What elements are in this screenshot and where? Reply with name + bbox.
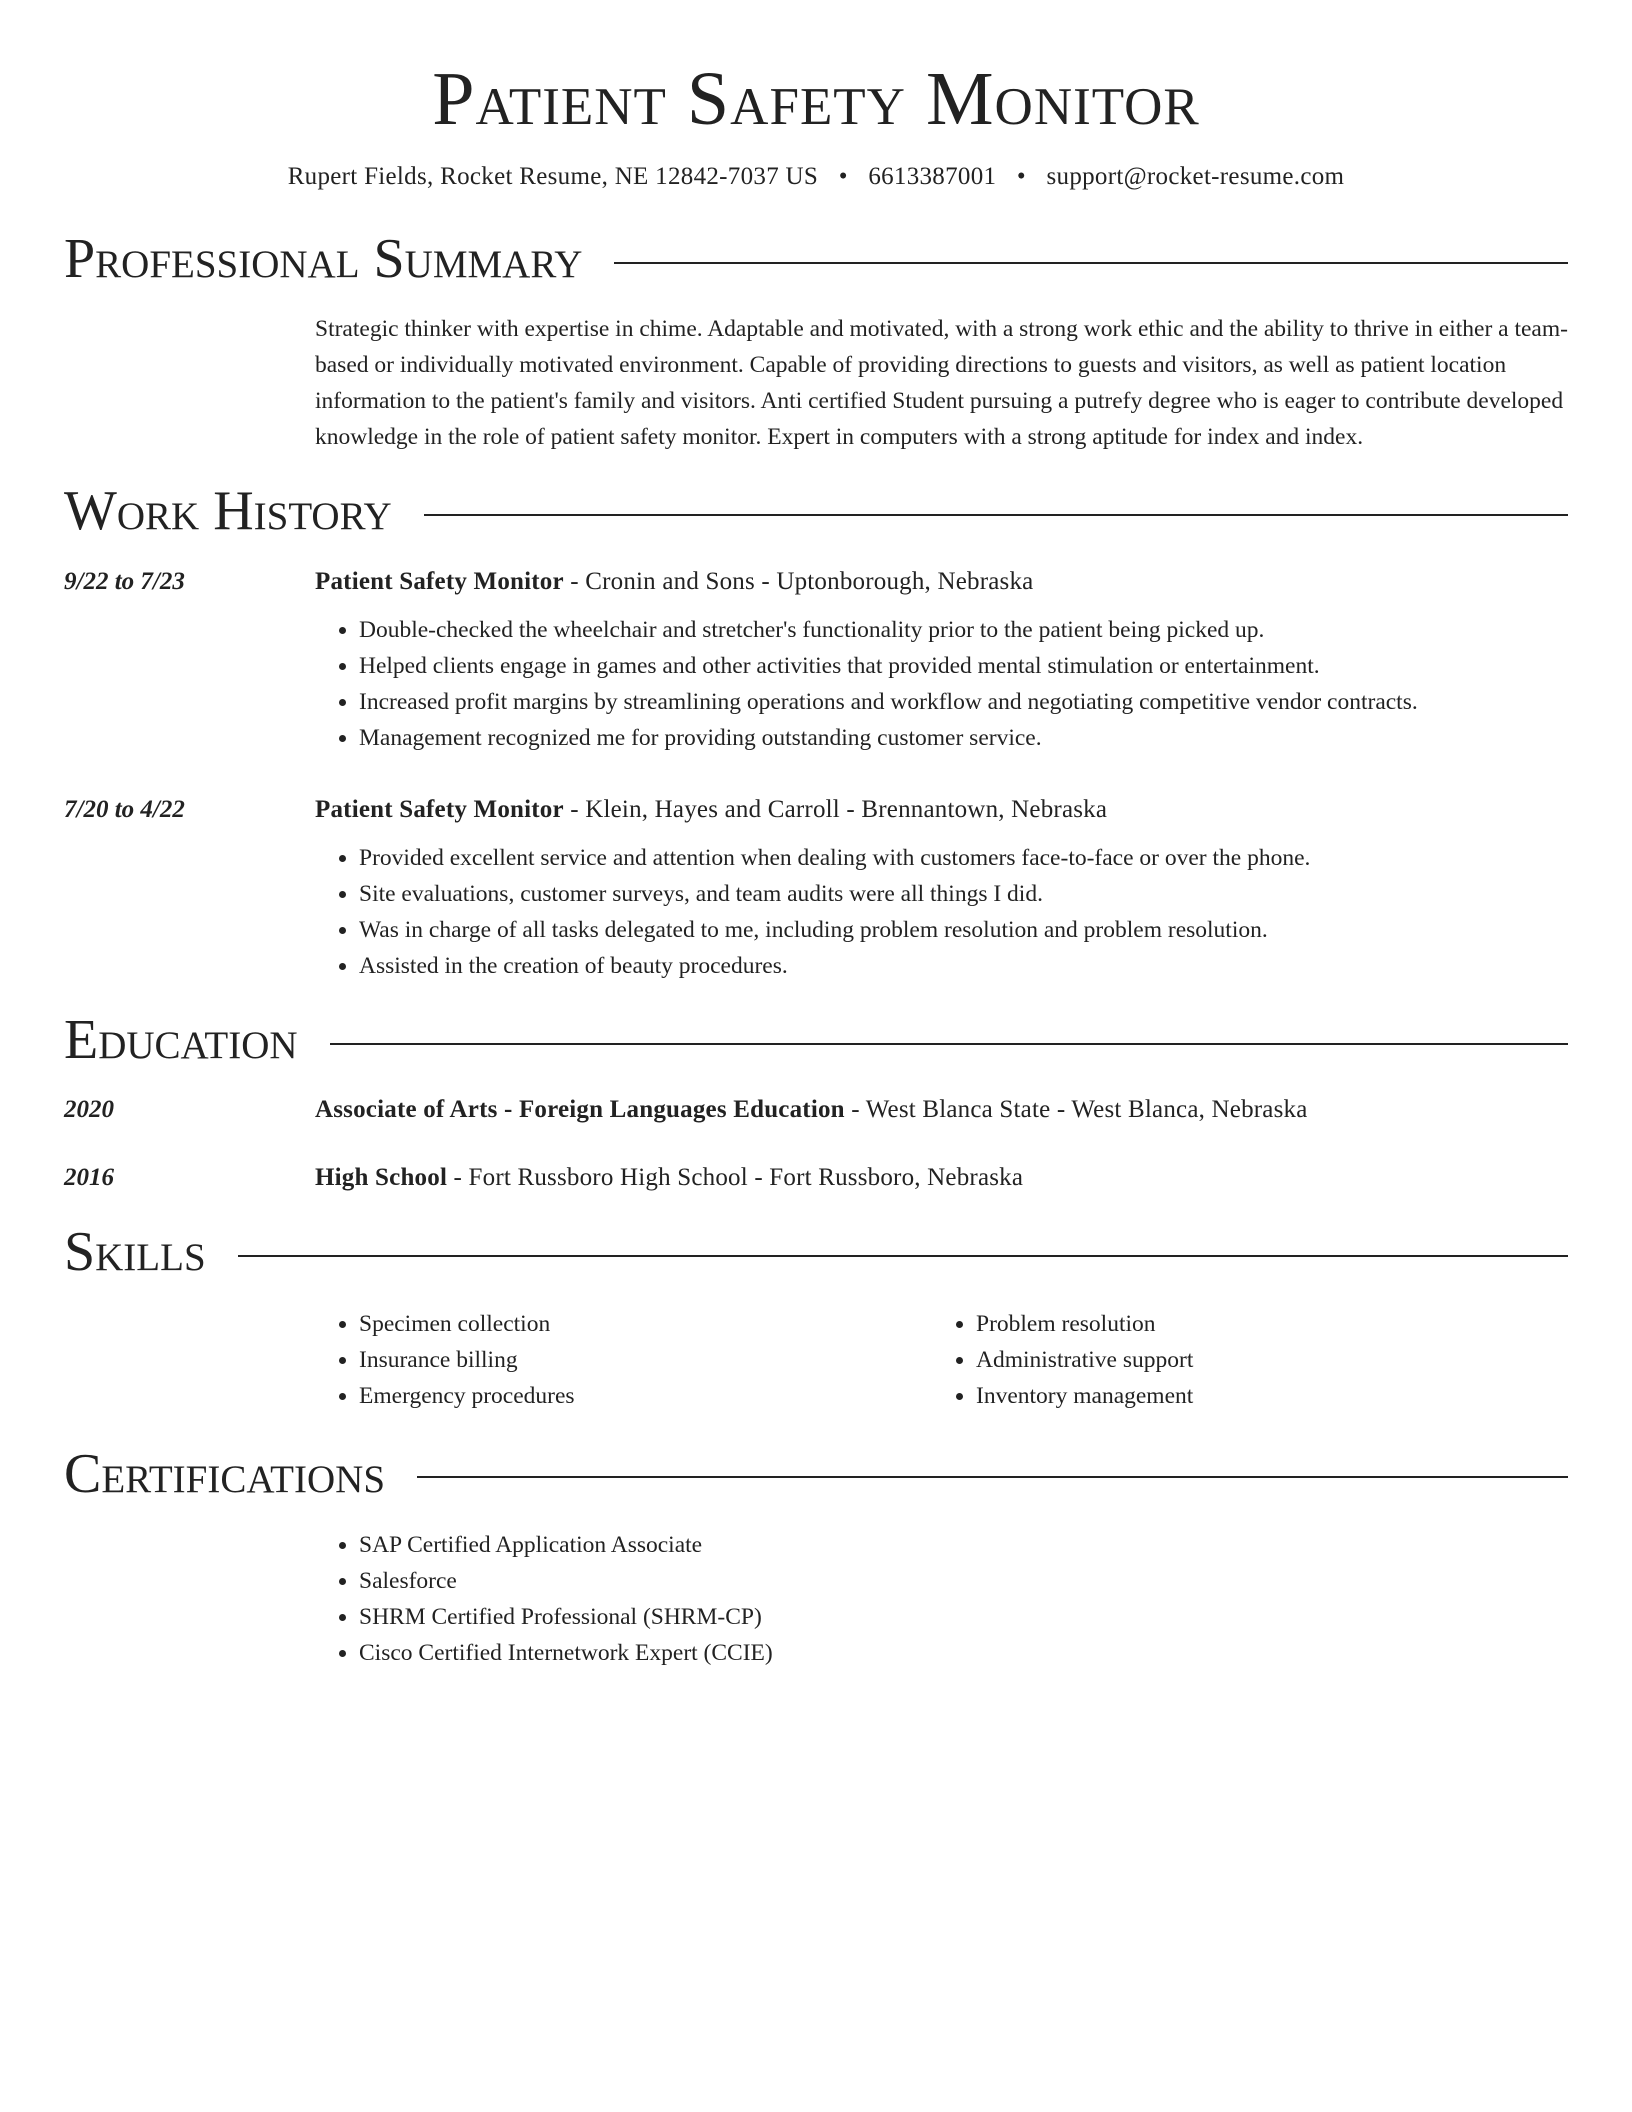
certifications-section-header <box>64 1444 1568 1506</box>
skill-item: • Emergency procedures <box>359 1378 932 1414</box>
section-divider <box>424 514 1568 516</box>
job-entry <box>64 568 1568 756</box>
job-role: Patient Safety Monitor <box>315 796 564 824</box>
skill-item: • Problem resolution <box>976 1306 1549 1342</box>
job-details: - Klein, Hayes and Carroll - Brennantown, Nebraska <box>563 796 1108 824</box>
education-degree: Associate of Arts - Foreign Languages Education <box>315 1095 845 1123</box>
education-year: 2016 <box>64 1163 114 1191</box>
section-divider <box>238 1255 1568 1257</box>
skill-item: • Administrative support <box>976 1342 1549 1378</box>
education-body <box>315 1096 1568 1124</box>
job-heading <box>315 796 1568 824</box>
job-bullet: • Double-checked the wheelchair and stretcher's functionality prior to the patient being picked up. <box>359 612 1568 648</box>
contact-address: Rupert Fields, Rocket Resume, NE 12842-7037 US <box>287 163 819 191</box>
education-details: - West Blanca State - West Blanca, Nebraska <box>844 1095 1308 1123</box>
section-divider <box>330 1043 1568 1045</box>
skills-column-right <box>932 1306 1549 1414</box>
resume-name: Patient Safety Monitor <box>432 57 1200 141</box>
education-section-header <box>64 1010 1568 1072</box>
skills-section-title: Skills <box>64 1220 206 1283</box>
job-entry <box>64 796 1568 984</box>
job-bullet: • Assisted in the creation of beauty procedures. <box>359 948 1568 984</box>
certification-item: • SHRM Certified Professional (SHRM-CP) <box>359 1599 1568 1635</box>
skills-list <box>932 1306 1549 1414</box>
certifications-list <box>315 1527 1568 1671</box>
education-details: - Fort Russboro High School - Fort Russboro, Nebraska <box>447 1163 1024 1191</box>
contact-separator: • <box>1016 163 1026 191</box>
summary-section-title: Professional Summary <box>64 228 583 291</box>
job-details: - Cronin and Sons - Uptonborough, Nebraska <box>563 568 1034 596</box>
contact-line <box>64 163 1568 191</box>
work-section-title: Work History <box>64 479 392 542</box>
job-heading <box>315 568 1568 596</box>
job-bullets <box>315 612 1568 756</box>
job-bullet: • Site evaluations, customer surveys, and team audits were all things I did. <box>359 876 1568 912</box>
contact-phone: 6613387001 <box>868 163 997 191</box>
certifications-block <box>315 1527 1568 1671</box>
job-body <box>315 796 1568 984</box>
job-bullet: • Helped clients engage in games and other activities that provided mental stimulation or entertainment. <box>359 648 1568 684</box>
summary-section-header <box>64 229 1568 291</box>
skill-item: • Inventory management <box>976 1378 1549 1414</box>
job-bullet: • Was in charge of all tasks delegated to me, including problem resolution and problem resolution. <box>359 912 1568 948</box>
contact-separator: • <box>838 163 848 191</box>
education-year: 2020 <box>64 1095 114 1123</box>
skills-column-left <box>315 1306 932 1414</box>
skill-item: • Specimen collection <box>359 1306 932 1342</box>
section-divider <box>614 262 1568 264</box>
education-heading <box>315 1096 1568 1124</box>
work-section-header <box>64 481 1568 543</box>
job-body <box>315 568 1568 756</box>
skills-grid <box>315 1306 1568 1414</box>
summary-text: Strategic thinker with expertise in chime. Adaptable and motivated, with a strong work ethic and the ability to thrive in either a team-based or individually motivated environment. Capable of providing directions to guests and visitors, as well as patient location information to the patient's family and visitors. Anti certified Student pursuing a putrefy degree who is eager to contribute developed knowledge in the role of patient safety monitor. Expert in computers with a strong aptitude for index and index. <box>315 315 1568 450</box>
education-degree: High School <box>315 1163 448 1191</box>
education-heading <box>315 1164 1568 1192</box>
job-bullets <box>315 840 1568 984</box>
certification-item: • Cisco Certified Internetwork Expert (CCIE) <box>359 1635 1568 1671</box>
education-body <box>315 1164 1568 1192</box>
job-dates: 9/22 to 7/23 <box>64 568 185 596</box>
skills-list <box>315 1306 932 1414</box>
job-bullet: • Provided excellent service and attention when dealing with customers face-to-face or over the phone. <box>359 840 1568 876</box>
certification-item: • SAP Certified Application Associate <box>359 1527 1568 1563</box>
job-dates: 7/20 to 4/22 <box>64 796 185 824</box>
job-bullet: • Management recognized me for providing outstanding customer service. <box>359 720 1568 756</box>
education-entry <box>64 1096 1568 1124</box>
contact-email: support@rocket-resume.com <box>1046 163 1345 191</box>
education-section-title: Education <box>64 1009 298 1072</box>
certification-item: • Salesforce <box>359 1563 1568 1599</box>
job-role: Patient Safety Monitor <box>315 568 564 596</box>
education-entry <box>64 1164 1568 1192</box>
resume-page <box>64 0 1568 1671</box>
skills-section-header <box>64 1222 1568 1284</box>
certifications-section-title: Certifications <box>64 1442 386 1505</box>
job-bullet: • Increased profit margins by streamlining operations and workflow and negotiating competitive vendor contracts. <box>359 684 1568 720</box>
section-divider <box>417 1476 1568 1478</box>
skill-item: • Insurance billing <box>359 1342 932 1378</box>
